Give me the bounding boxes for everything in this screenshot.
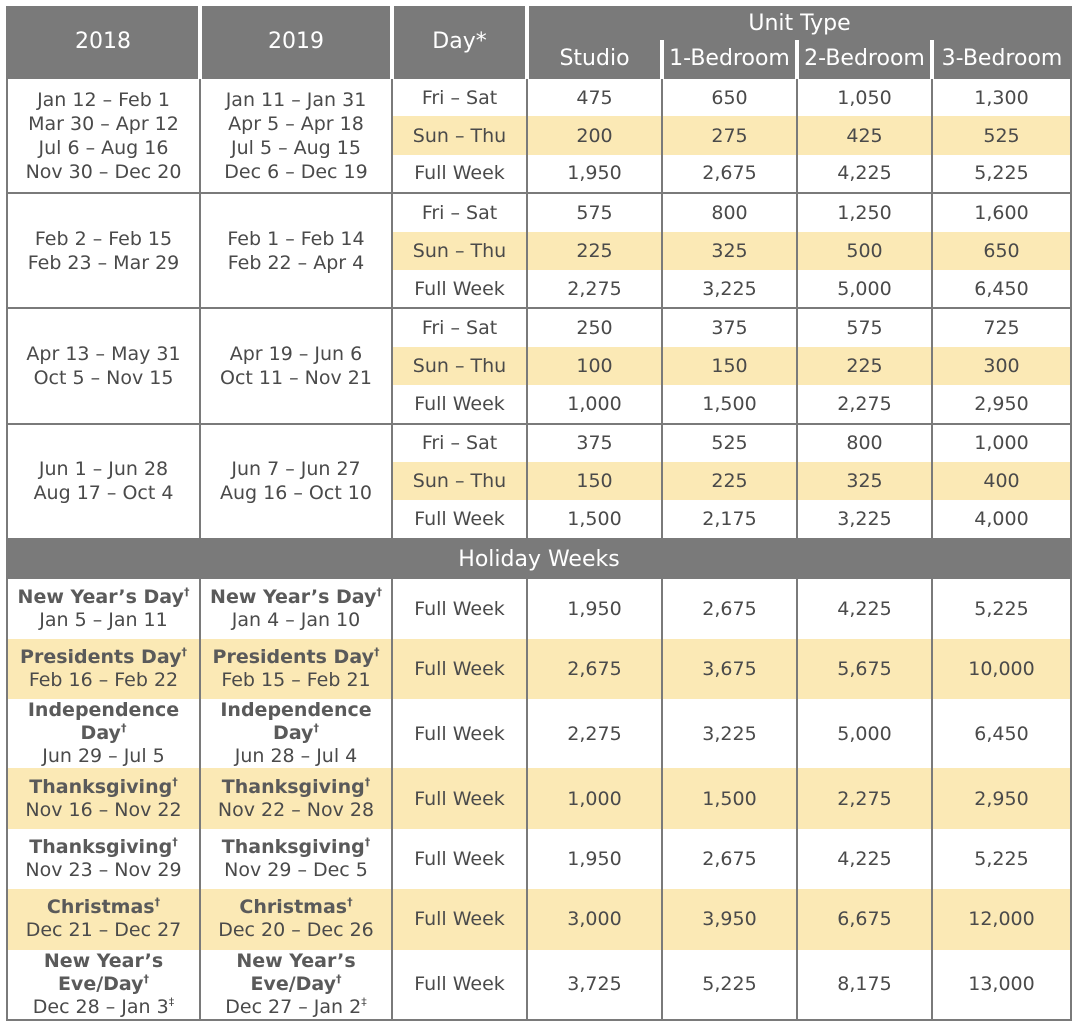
points-studio: 2,275 bbox=[527, 699, 662, 768]
header-1-bedroom: 1-Bedroom bbox=[662, 40, 797, 78]
points-studio: 3,000 bbox=[527, 889, 662, 949]
points-3-bedroom: 400 bbox=[932, 462, 1070, 500]
dagger-mark: † bbox=[154, 896, 161, 910]
header-unit-type: Unit Type bbox=[527, 6, 1070, 40]
points-2-bedroom: 500 bbox=[797, 232, 932, 270]
points-2-bedroom: 425 bbox=[797, 116, 932, 154]
points-1-bedroom: 3,675 bbox=[662, 639, 797, 699]
holiday-2018 bbox=[8, 699, 200, 768]
season-dates-2018 bbox=[8, 193, 200, 308]
season-dates-2019 bbox=[200, 308, 392, 423]
holiday-2019 bbox=[200, 768, 392, 828]
day-label: Sun – Thu bbox=[392, 232, 527, 270]
points-3-bedroom: 10,000 bbox=[968, 658, 1035, 681]
dagger-mark: † bbox=[364, 775, 371, 789]
holiday-date-line bbox=[8, 919, 199, 942]
holiday-name: New Year’s Eve/Day bbox=[236, 949, 356, 995]
double-dagger-mark: ‡ bbox=[361, 995, 367, 1009]
points-2-bedroom: 4,225 bbox=[797, 829, 932, 889]
day-label: Sun – Thu bbox=[392, 347, 527, 385]
holiday-row bbox=[8, 950, 1070, 1019]
points-3-bedroom: 1,600 bbox=[932, 193, 1070, 231]
points-1-bedroom: 275 bbox=[662, 116, 797, 154]
holiday-date-line bbox=[8, 799, 199, 822]
holiday-date-line bbox=[201, 919, 391, 942]
day-label: Full Week bbox=[392, 385, 527, 423]
points-3-bedroom: 5,225 bbox=[974, 848, 1029, 871]
points-studio: 1,950 bbox=[527, 829, 662, 889]
points-studio: 375 bbox=[527, 424, 662, 462]
points-3-bedroom: 6,450 bbox=[974, 722, 1029, 745]
holiday-date-line bbox=[8, 609, 199, 632]
holiday-2019 bbox=[200, 699, 392, 768]
double-dagger-mark: ‡ bbox=[168, 995, 175, 1009]
holiday-dates: Nov 23 – Nov 29 bbox=[25, 859, 182, 882]
points-studio: 100 bbox=[527, 347, 662, 385]
points-1-bedroom: 2,175 bbox=[662, 500, 797, 538]
holiday-dates: Feb 16 – Feb 22 bbox=[28, 669, 179, 692]
holiday-name-line bbox=[201, 586, 391, 609]
holiday-2018 bbox=[8, 768, 200, 828]
points-3-bedroom: 1,000 bbox=[932, 424, 1070, 462]
header-2-bedroom: 2-Bedroom bbox=[797, 40, 932, 78]
points-studio: 1,950 bbox=[527, 155, 662, 193]
holiday-2018 bbox=[8, 639, 200, 699]
holiday-name: Thanksgiving bbox=[221, 775, 365, 798]
holiday-rows bbox=[8, 579, 1070, 1019]
holiday-dates: Jun 29 – Jul 5 bbox=[42, 745, 165, 768]
date-range: Jun 7 – Jun 27 bbox=[231, 458, 361, 481]
points-studio: 150 bbox=[527, 462, 662, 500]
holiday-2019 bbox=[200, 889, 392, 949]
day-label: Fri – Sat bbox=[392, 78, 527, 116]
holiday-name: Thanksgiving bbox=[29, 775, 173, 798]
holiday-date-line bbox=[201, 996, 391, 1019]
holiday-name-line bbox=[8, 836, 199, 859]
date-range: Dec 6 – Dec 19 bbox=[224, 160, 368, 183]
season-dates-2018 bbox=[8, 424, 200, 539]
points-1-bedroom: 2,675 bbox=[662, 155, 797, 193]
holiday-dates: Nov 29 – Dec 5 bbox=[224, 859, 368, 882]
table-row bbox=[8, 308, 1070, 346]
holiday-2019 bbox=[200, 579, 392, 639]
points-3-bedroom: 725 bbox=[932, 308, 1070, 346]
date-range: Feb 2 – Feb 15 bbox=[34, 227, 173, 250]
holiday-date-line bbox=[8, 859, 199, 882]
points-1-bedroom: 3,950 bbox=[662, 889, 797, 949]
header-day: Day* bbox=[392, 6, 527, 78]
points-studio: 200 bbox=[527, 116, 662, 154]
points-3-bedroom: 4,000 bbox=[974, 507, 1029, 530]
day-label: Full Week bbox=[392, 500, 527, 538]
holiday-date-line bbox=[201, 799, 391, 822]
season-dates-2019 bbox=[200, 78, 392, 193]
holiday-dates: Nov 22 – Nov 28 bbox=[217, 798, 375, 821]
holiday-name-line bbox=[8, 776, 199, 799]
holiday-date-line bbox=[8, 996, 199, 1019]
holiday-name-line bbox=[201, 950, 391, 996]
points-2-bedroom: 1,250 bbox=[797, 193, 932, 231]
holiday-row bbox=[8, 768, 1070, 828]
points-2-bedroom: 225 bbox=[797, 347, 932, 385]
holiday-name: Independence Day bbox=[220, 699, 372, 745]
holiday-weeks-title: Holiday Weeks bbox=[8, 539, 1070, 579]
points-2-bedroom: 1,050 bbox=[797, 78, 932, 116]
season-dates-2019 bbox=[200, 193, 392, 308]
dagger-mark: † bbox=[364, 835, 371, 849]
holiday-2019 bbox=[200, 950, 392, 1019]
holiday-row bbox=[8, 699, 1070, 768]
day-label: Full Week bbox=[392, 950, 527, 1019]
points-2-bedroom: 5,000 bbox=[797, 699, 932, 768]
holiday-name: Thanksgiving bbox=[221, 836, 365, 859]
dagger-mark: † bbox=[120, 722, 127, 736]
points-2-bedroom: 2,275 bbox=[797, 385, 932, 423]
date-range: Nov 30 – Dec 20 bbox=[25, 160, 182, 183]
holiday-2018 bbox=[8, 950, 200, 1019]
date-range: Jan 12 – Feb 1 bbox=[37, 88, 170, 111]
holiday-name: New Year’s Day bbox=[210, 585, 377, 608]
date-range: Apr 19 – Jun 6 bbox=[229, 342, 363, 365]
points-2-bedroom: 4,225 bbox=[797, 155, 932, 193]
points-1-bedroom: 225 bbox=[662, 462, 797, 500]
date-range: Apr 13 – May 31 bbox=[26, 342, 181, 365]
points-studio: 225 bbox=[527, 232, 662, 270]
points-3-bedroom: 650 bbox=[932, 232, 1070, 270]
holiday-dates: Jun 28 – Jul 4 bbox=[234, 745, 358, 768]
holiday-date-line bbox=[201, 745, 391, 768]
points-studio: 3,725 bbox=[527, 950, 662, 1019]
points-2-bedroom: 5,000 bbox=[797, 270, 932, 308]
day-label: Fri – Sat bbox=[392, 308, 527, 346]
points-2-bedroom: 3,225 bbox=[797, 500, 932, 538]
holiday-2018 bbox=[8, 889, 200, 949]
points-studio: 250 bbox=[527, 308, 662, 346]
dagger-mark: † bbox=[373, 645, 380, 659]
holiday-name: New Year’s Eve/Day bbox=[43, 949, 164, 995]
holiday-name-line bbox=[8, 699, 199, 745]
holiday-row bbox=[8, 579, 1070, 639]
date-range: Aug 17 – Oct 4 bbox=[33, 482, 174, 505]
points-3-bedroom: 5,225 bbox=[974, 597, 1029, 620]
points-3-bedroom: 13,000 bbox=[968, 973, 1035, 996]
holiday-dates: Jan 4 – Jan 10 bbox=[231, 608, 361, 631]
points-1-bedroom: 150 bbox=[662, 347, 797, 385]
holiday-2018 bbox=[8, 579, 200, 639]
day-label: Fri – Sat bbox=[392, 424, 527, 462]
points-2-bedroom: 800 bbox=[797, 424, 932, 462]
holiday-dates: Dec 27 – Jan 2 bbox=[225, 995, 362, 1018]
date-range: Jul 5 – Aug 15 bbox=[231, 136, 361, 159]
points-2-bedroom: 5,675 bbox=[797, 639, 932, 699]
holiday-name: Independence Day bbox=[27, 699, 180, 745]
points-1-bedroom: 1,500 bbox=[662, 385, 797, 423]
holiday-date-line bbox=[201, 859, 391, 882]
holiday-name-line bbox=[8, 896, 199, 919]
holiday-name: Christmas bbox=[239, 896, 348, 919]
day-label: Sun – Thu bbox=[392, 462, 527, 500]
dagger-mark: † bbox=[172, 775, 178, 789]
points-studio: 475 bbox=[527, 78, 662, 116]
date-range: Apr 5 – Apr 18 bbox=[228, 112, 364, 135]
points-studio: 1,950 bbox=[527, 579, 662, 639]
season-rows bbox=[8, 78, 1070, 539]
dagger-mark: † bbox=[376, 585, 382, 599]
holiday-section bbox=[8, 539, 1070, 579]
points-studio: 575 bbox=[527, 193, 662, 231]
holiday-dates: Dec 20 – Dec 26 bbox=[218, 919, 374, 942]
holiday-2019 bbox=[200, 639, 392, 699]
table-row bbox=[8, 78, 1070, 116]
holiday-name: Presidents Day bbox=[20, 646, 182, 669]
points-studio: 1,000 bbox=[527, 385, 662, 423]
points-3-bedroom: 2,950 bbox=[974, 392, 1029, 415]
holiday-dates: Dec 21 – Dec 27 bbox=[25, 919, 182, 942]
dagger-mark: † bbox=[143, 972, 150, 986]
points-1-bedroom: 3,225 bbox=[662, 270, 797, 308]
points-2-bedroom: 4,225 bbox=[797, 579, 932, 639]
holiday-row bbox=[8, 889, 1070, 949]
points-1-bedroom: 325 bbox=[662, 232, 797, 270]
holiday-date-line bbox=[201, 669, 391, 692]
points-2-bedroom: 6,675 bbox=[797, 889, 932, 949]
day-label: Full Week bbox=[392, 579, 527, 639]
dagger-mark: † bbox=[172, 835, 178, 849]
points-1-bedroom: 800 bbox=[662, 193, 797, 231]
date-range: Aug 16 – Oct 10 bbox=[220, 482, 372, 505]
holiday-name-line bbox=[8, 646, 199, 669]
table-row bbox=[8, 193, 1070, 231]
points-1-bedroom: 375 bbox=[662, 308, 797, 346]
holiday-name-line bbox=[201, 699, 391, 745]
points-1-bedroom: 3,225 bbox=[662, 699, 797, 768]
dagger-mark: † bbox=[347, 896, 353, 910]
header-3-bedroom: 3-Bedroom bbox=[932, 40, 1070, 78]
points-3-bedroom: 2,950 bbox=[974, 787, 1029, 810]
holiday-row bbox=[8, 829, 1070, 889]
season-dates-2018 bbox=[8, 308, 200, 423]
day-label: Fri – Sat bbox=[392, 193, 527, 231]
dagger-mark: † bbox=[183, 585, 190, 599]
date-range: Jan 11 – Jan 31 bbox=[225, 88, 367, 111]
date-range: Mar 30 – Apr 12 bbox=[28, 112, 179, 135]
day-label: Full Week bbox=[392, 639, 527, 699]
points-1-bedroom: 650 bbox=[662, 78, 797, 116]
holiday-name: Christmas bbox=[46, 896, 155, 919]
day-label: Full Week bbox=[392, 829, 527, 889]
date-range: Feb 1 – Feb 14 bbox=[227, 227, 365, 250]
points-3-bedroom: 5,225 bbox=[974, 162, 1029, 185]
dagger-mark: † bbox=[313, 722, 319, 736]
points-2-bedroom: 325 bbox=[797, 462, 932, 500]
holiday-name-line bbox=[201, 836, 391, 859]
points-3-bedroom: 1,300 bbox=[932, 78, 1070, 116]
dagger-mark: † bbox=[181, 645, 187, 659]
holiday-name-line bbox=[201, 646, 391, 669]
points-studio: 1,000 bbox=[527, 768, 662, 828]
dagger-mark: † bbox=[336, 972, 342, 986]
rate-table bbox=[8, 6, 1070, 1019]
points-1-bedroom: 5,225 bbox=[662, 950, 797, 1019]
table-row bbox=[8, 424, 1070, 462]
season-dates-2019 bbox=[200, 424, 392, 539]
date-range: Feb 23 – Mar 29 bbox=[27, 251, 180, 274]
day-label: Full Week bbox=[392, 699, 527, 768]
points-3-bedroom: 300 bbox=[932, 347, 1070, 385]
holiday-2019 bbox=[200, 829, 392, 889]
day-label: Full Week bbox=[392, 889, 527, 949]
holiday-2018 bbox=[8, 829, 200, 889]
points-1-bedroom: 2,675 bbox=[662, 579, 797, 639]
points-studio: 1,500 bbox=[527, 500, 662, 538]
day-label: Sun – Thu bbox=[392, 116, 527, 154]
header-2019: 2019 bbox=[200, 6, 392, 78]
holiday-name-line bbox=[8, 586, 199, 609]
points-3-bedroom: 12,000 bbox=[968, 908, 1035, 931]
points-studio: 2,275 bbox=[527, 270, 662, 308]
holiday-dates: Nov 16 – Nov 22 bbox=[25, 798, 182, 821]
day-label: Full Week bbox=[392, 270, 527, 308]
holiday-date-line bbox=[8, 745, 199, 768]
points-chart-table bbox=[6, 6, 1072, 1021]
day-label: Full Week bbox=[392, 768, 527, 828]
season-dates-2018 bbox=[8, 78, 200, 193]
holiday-dates: Feb 15 – Feb 21 bbox=[221, 669, 371, 692]
holiday-name-line bbox=[8, 950, 199, 996]
date-range: Oct 11 – Nov 21 bbox=[220, 366, 372, 389]
points-studio: 2,675 bbox=[527, 639, 662, 699]
points-3-bedroom: 6,450 bbox=[974, 277, 1029, 300]
date-range: Jun 1 – Jun 28 bbox=[38, 458, 169, 481]
holiday-dates: Jan 5 – Jan 11 bbox=[39, 608, 168, 631]
date-range: Feb 22 – Apr 4 bbox=[227, 251, 365, 274]
holiday-name-line bbox=[201, 896, 391, 919]
date-range: Jul 6 – Aug 16 bbox=[38, 136, 169, 159]
points-2-bedroom: 575 bbox=[797, 308, 932, 346]
header-studio: Studio bbox=[527, 40, 662, 78]
date-range: Oct 5 – Nov 15 bbox=[33, 366, 174, 389]
holiday-row bbox=[8, 639, 1070, 699]
points-2-bedroom: 8,175 bbox=[797, 950, 932, 1019]
points-1-bedroom: 1,500 bbox=[662, 768, 797, 828]
holiday-dates: Dec 28 – Jan 3 bbox=[32, 995, 169, 1018]
holiday-name: Thanksgiving bbox=[29, 836, 173, 859]
header-2018: 2018 bbox=[8, 6, 200, 78]
points-1-bedroom: 2,675 bbox=[662, 829, 797, 889]
holiday-date-line bbox=[8, 669, 199, 692]
holiday-name: Presidents Day bbox=[212, 646, 374, 669]
points-2-bedroom: 2,275 bbox=[797, 768, 932, 828]
holiday-date-line bbox=[201, 609, 391, 632]
holiday-name: New Year’s Day bbox=[17, 585, 184, 608]
points-1-bedroom: 525 bbox=[662, 424, 797, 462]
points-3-bedroom: 525 bbox=[932, 116, 1070, 154]
holiday-name-line bbox=[201, 776, 391, 799]
day-label: Full Week bbox=[392, 155, 527, 193]
